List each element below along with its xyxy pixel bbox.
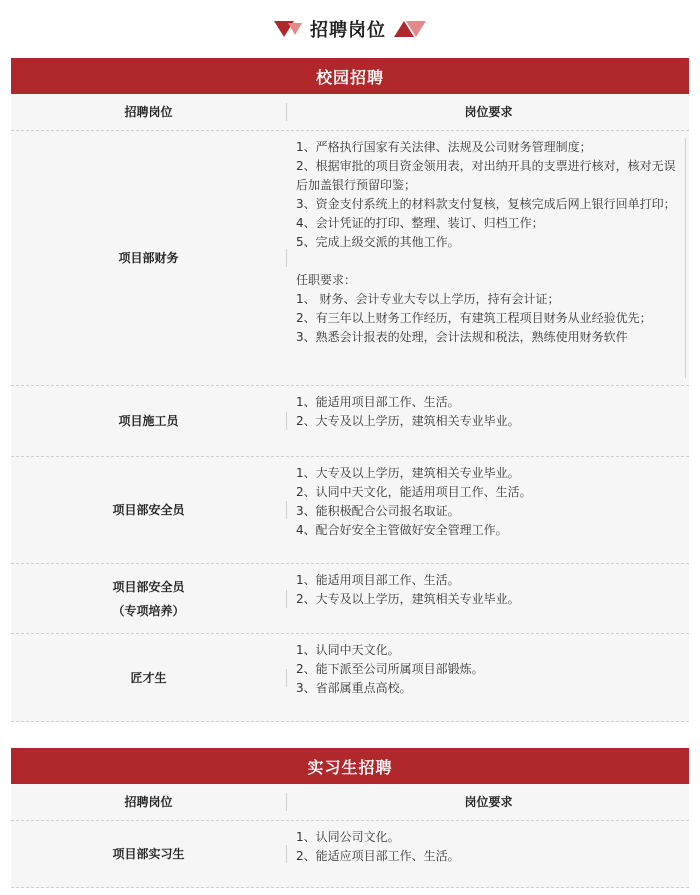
requirement-line: 2、大专及以上学历，建筑相关专业毕业。 — [296, 414, 520, 428]
position-name-block — [11, 564, 286, 633]
col-requirements-label: 岗位要求 — [464, 104, 513, 119]
requirements-cell — [286, 386, 689, 456]
requirement-line: 5、完成上级交派的其他工作。 — [296, 235, 460, 249]
intern-table-header — [11, 784, 689, 821]
requirements-cell — [286, 457, 689, 563]
position-name: 项目部安全员 — [112, 579, 185, 594]
col-requirements-header — [286, 103, 689, 122]
column-divider — [286, 590, 287, 608]
requirements-cell — [286, 634, 689, 721]
column-divider — [286, 412, 287, 430]
table-row — [11, 457, 689, 564]
requirement-line: 1、认同中天文化。 — [296, 643, 400, 657]
requirement-line: 1、严格执行国家有关法律、法规及公司财务管理制度； — [296, 140, 592, 154]
requirement-line: 1、认同公司文化。 — [296, 830, 400, 844]
column-divider — [286, 103, 287, 121]
triangle-left-icon — [274, 21, 302, 37]
requirement-line: 2、根据审批的项目资金领用表，对出纳开具的支票进行核对，核对无误后加盖银行预留印鉴； — [296, 159, 676, 192]
requirement-line: 3、能积极配合公司报名取证。 — [296, 504, 460, 518]
requirement-line: 2、大专及以上学历，建筑相关专业毕业。 — [296, 592, 520, 606]
intern-table — [11, 784, 689, 888]
requirements-cell — [286, 821, 689, 887]
column-divider — [286, 249, 287, 267]
intern-section-header: 实习生招聘 — [11, 748, 689, 784]
triangle-right-icon — [394, 21, 426, 37]
col-requirements-header — [286, 793, 689, 812]
requirement-line: 1、能适用项目部工作、生活。 — [296, 573, 460, 587]
table-row — [11, 821, 689, 888]
requirement-line: 3、省部属重点高校。 — [296, 681, 412, 695]
table-row — [11, 386, 689, 457]
position-name: 项目部实习生 — [112, 847, 185, 861]
campus-table-header — [11, 94, 689, 131]
position-name: 项目部财务 — [118, 251, 179, 265]
column-divider — [286, 501, 287, 519]
position-name: 项目施工员 — [118, 414, 179, 428]
requirement-subheading: 任职要求： — [296, 273, 357, 287]
table-row — [11, 131, 689, 386]
position-name-sub: （专项培养） — [112, 603, 185, 618]
requirement-line: 1、能适用项目部工作、生活。 — [296, 395, 460, 409]
table-row — [11, 564, 689, 634]
requirement-line: 2、有三年以上财务工作经历，有建筑工程项目财务从业经验优先； — [296, 311, 652, 325]
blank-line — [296, 252, 681, 271]
col-position-header: 招聘岗位 — [124, 795, 173, 809]
col-position-header: 招聘岗位 — [124, 105, 173, 119]
requirements-cell — [286, 564, 689, 633]
col-requirements-label: 岗位要求 — [464, 794, 513, 809]
column-divider — [286, 669, 287, 687]
column-divider — [286, 845, 287, 863]
requirement-line: 3、资金支付系统上的材料款支付复核，复核完成后网上银行回单打印； — [296, 197, 676, 211]
requirement-line: 4、配合好安全主管做好安全管理工作。 — [296, 523, 508, 537]
requirement-line: 1、 财务、会计专业大专以上学历，持有会计证； — [296, 292, 560, 306]
campus-section-header: 校园招聘 — [11, 58, 689, 94]
intern-section — [11, 748, 689, 888]
requirement-line: 4、会计凭证的打印、整理、装订、归档工作； — [296, 216, 544, 230]
requirement-line: 2、认同中天文化，能适用项目工作、生活。 — [296, 485, 532, 499]
column-divider — [286, 793, 287, 811]
position-name: 匠才生 — [130, 670, 167, 685]
page-title — [0, 0, 700, 58]
position-name: 项目部安全员 — [112, 503, 185, 517]
requirement-line: 2、能下派至公司所属项目部锻炼。 — [296, 662, 484, 676]
requirements-cell — [286, 131, 689, 385]
campus-section — [11, 58, 689, 722]
page-title-text: 招聘岗位 — [310, 20, 386, 41]
requirement-line: 3、熟悉会计报表的处理，会计法规和税法，熟练使用财务软件 — [296, 330, 628, 344]
row-right-border — [685, 138, 686, 378]
campus-table — [11, 94, 689, 722]
requirement-line: 1、大专及以上学历，建筑相关专业毕业。 — [296, 466, 520, 480]
table-row — [11, 634, 689, 722]
requirement-line: 2、能适应项目部工作、生活。 — [296, 849, 460, 863]
